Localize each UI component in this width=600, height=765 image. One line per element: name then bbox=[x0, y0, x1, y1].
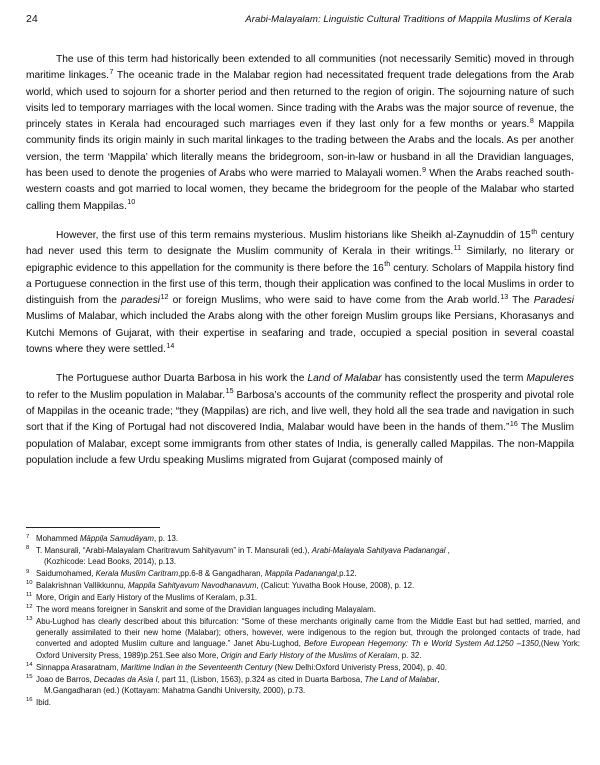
italic-term-paradesi: paradesi bbox=[120, 295, 161, 307]
italic-title-land-of-malabar: Land of Malabar bbox=[307, 373, 382, 385]
running-title: Arabi-Malayalam: Linguistic Cultural Traditions of Mappila Muslims of Kerala bbox=[245, 14, 572, 25]
footnote-item bbox=[26, 604, 580, 615]
paragraph-3: The Portuguese author Duarta Barbosa in his work the Land of Malabar has consistently used the term Mapuleres to refer to the Muslim population in Malabar.$^{15}$ Barbosa’s accounts of the community reflect the prosperity and pivotal role of Mappilas in the oceanic trade; “they (Mappilas) are rich, and live well, they hold all the sea trade and navigation in such sort that if the King of Portugal had not discovered India, Malabar would have been in the hands of them.”$^{16}$ The Muslim population of Malabar, except some immigrants from other states of India, is generally called Mappilas. The non-Mappila population include a few Urdu speaking Muslims migrated from Gujarat (composed mainly of bbox=[26, 373, 574, 466]
footnote-item bbox=[26, 697, 580, 708]
ordinal-suffix-th: th bbox=[531, 227, 538, 236]
footnote-number: 7 bbox=[26, 533, 30, 540]
footnote-item bbox=[26, 545, 580, 568]
footnote-item bbox=[26, 568, 580, 579]
footnote-continuation: (Kozhicode: Lead Books, 2014), p.13. bbox=[44, 557, 177, 567]
footnote-ref-11[interactable]: 11 bbox=[453, 243, 462, 252]
footnote-number: 8 bbox=[26, 545, 30, 552]
italic-term-paradesi-2: Paradesi bbox=[533, 295, 575, 307]
footnote-separator-rule bbox=[26, 527, 160, 528]
footnote-item bbox=[26, 616, 580, 662]
footnote-ref-8[interactable]: 8 bbox=[529, 116, 534, 125]
footnote-ref-12[interactable]: 12 bbox=[160, 292, 169, 301]
footnote-continuation: M.Gangadharan (ed.) (Kottayam: Mahatma Gandhi University, 2000), p.73. bbox=[44, 686, 306, 696]
footnote-ref-16[interactable]: 16 bbox=[509, 419, 518, 428]
body-text bbox=[26, 52, 574, 469]
footnote-number: 14 bbox=[26, 662, 33, 669]
footnote-item bbox=[26, 533, 580, 544]
footnote-number: 11 bbox=[26, 592, 33, 599]
footnote-ref-14[interactable]: 14 bbox=[166, 341, 175, 350]
footnote-item bbox=[26, 662, 580, 673]
footnote-number: 15 bbox=[26, 674, 33, 681]
footnote-text: More, Origin and Early History of the Muslims of Keralam, p.31. bbox=[36, 592, 258, 602]
footnote-text: T. Mansurali, “Arabi-Malayalam Charitravum Sahityavum” in T. Mansurali (ed.), Arabi-Malayala Sahityava Padanangal , bbox=[36, 545, 450, 555]
italic-term-mapuleres: Mapuleres bbox=[526, 373, 574, 385]
footnote-ref-9[interactable]: 9 bbox=[422, 165, 427, 174]
footnote-item bbox=[26, 592, 580, 603]
footnote-ref-7[interactable]: 7 bbox=[109, 67, 114, 76]
footnote-text: Abu-Lughod has clearly described about this bifurcation: “Some of these merchants originally came from the Middle East but had settled, married, and generally assimilated to their new home (Malabar); others, however, were indigenous to the region but, through the prolonged contacts of trade, had converted and adopted Muslim culture and language.” Janet Abu-Lughod, Before European Hegemony: Th e World System Ad.1250 –1350,(New York: Oxford University Press, 1989)p.251.See also More, Origin and Early History of the Muslims of Keralam, p. 32. bbox=[36, 616, 580, 660]
footnote-ref-13[interactable]: 13 bbox=[500, 292, 509, 301]
footnote-text: Sinnappa Arasaratnam, Maritime Indian in the Seventeenth Century (New Delhi:Oxford Univeristy Press, 2004), p. 40. bbox=[36, 662, 447, 672]
page-number: 24 bbox=[26, 13, 38, 25]
footnote-ref-15[interactable]: 15 bbox=[225, 387, 234, 396]
footnote-text: Joao de Barros, Decadas da Asia I, part 11, (Lisbon, 1563), p.324 as cited in Duarta Barbosa, The Land of Malabar, bbox=[36, 674, 440, 684]
footnote-number: 10 bbox=[26, 580, 33, 587]
footnote-ref-10[interactable]: 10 bbox=[127, 198, 136, 207]
footnote-list bbox=[26, 533, 580, 708]
footnote-area bbox=[26, 527, 580, 709]
footnote-text: Ibid. bbox=[36, 697, 51, 707]
footnote-text: The word means foreigner in Sanskrit and some of the Dravidian languages including Malayalam. bbox=[36, 604, 376, 614]
footnote-text: Mohammed Māppiḷa Samudāyam, p. 13. bbox=[36, 534, 179, 543]
footnote-item bbox=[26, 580, 580, 591]
ordinal-suffix-th: th bbox=[384, 260, 391, 269]
running-head bbox=[26, 14, 574, 36]
footnote-item bbox=[26, 674, 580, 697]
paragraph-2: However, the first use of this term remains mysterious. Muslim historians like Sheikh al-Zaynuddin of 15th century had never used this term to designate the Muslim community of Kerala in their writings.$^{11}$ Similarly, no literary or epigraphic evidence to this appellation for the community is there before the 16th century. Scholars of Mappila history find a Portuguese connection in the first use of this term, though their application was confined to the local Muslims in order to distinguish from the paradesi$^{12}$ or foreign Muslims, who were said to have come from the Arab world.$^{13}$ The Paradesi Muslims of Malabar, which included the Arabs along with the other foreign Muslim groups like Persians, Khorasanys and Kutchi Memons of Gujarat, with their expertise in seafaring and trade, occupied a special position in several coastal towns where they were settled.$^{14}$ bbox=[26, 227, 575, 356]
footnote-text: Balakrishnan Vallikkunnu, Mappila Sahityavum Navodhanavum, (Calicut: Yuvatha Book House, 2008), p. 12. bbox=[36, 580, 415, 590]
paragraph-1: The use of this term had historically been extended to all communities (not necessarily Semitic) moved in through maritime linkages.$^7$ The oceanic trade in the Malabar region had necessitated frequent trade delegations from the Arab world, which used to sojourn for a shorter period and then returned to the region of origin. The sojourning nature of such visits led to temporary marriages with the local women. Since trading with the Arabs was the major source of revenue, the princely states in Kerala had encouraged such marriages even if they last only for a few months or years.$^8$ Mappila community finds its origin mainly in such marital linkages to the trading between the Arabs and the locals. As per another version, the term ‘Mappila’ which literally means the bridegroom, son-in-law or husband in all the Dravidian languages, has been used to denote the progenies of Arabs who were married to Malayali women.$^9$ When the Arabs reached south-western coasts and got married to local women, they became the bridegroom for the people of the Malabar who started calling them Mappilas.$^{10}$ bbox=[26, 54, 574, 212]
footnote-text: Saidumohamed, Kerala Muslim Caritram,pp.6-8 & Gangadharan, Mappila Padanangal,p.12. bbox=[36, 569, 357, 579]
footnote-number: 9 bbox=[26, 568, 30, 575]
footnote-number: 13 bbox=[26, 616, 33, 623]
footnote-number: 16 bbox=[26, 697, 33, 704]
footnote-number: 12 bbox=[26, 604, 33, 611]
